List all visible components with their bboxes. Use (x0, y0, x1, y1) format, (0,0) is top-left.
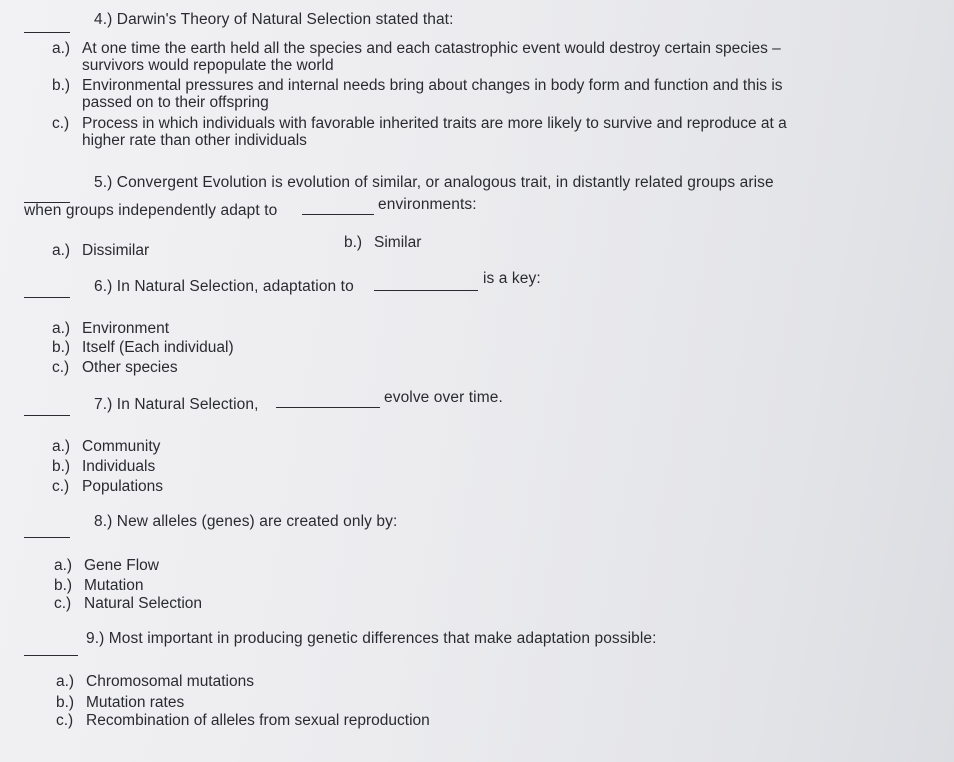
fill-in-blank-q7[interactable] (276, 407, 380, 408)
question-6-prompt: 6.) In Natural Selection, adaptation to (94, 278, 354, 295)
option-letter: c.) (56, 712, 74, 729)
question-9-prompt: 9.) Most important in producing genetic differences that make adaptation possible: (86, 630, 657, 647)
option-letter: a.) (56, 673, 75, 690)
option-text: Mutation (84, 577, 144, 594)
option-text: Individuals (82, 458, 156, 475)
option-text: Environment (82, 320, 170, 337)
option-letter: c.) (54, 595, 72, 612)
q4-option-a (52, 40, 812, 74)
q4-option-c (52, 115, 812, 149)
answer-blank-q6[interactable] (24, 297, 70, 298)
option-letter: b.) (52, 458, 71, 475)
question-6-prompt-end: is a key: (483, 270, 541, 287)
option-letter: a.) (52, 438, 71, 455)
question-5-prompt-line1: 5.) Convergent Evolution is evolution of similar, or analogous trait, in distantly related groups arise (94, 174, 774, 191)
answer-blank-q7[interactable] (24, 415, 70, 416)
question-7-prompt: 7.) In Natural Selection, (94, 396, 259, 413)
option-text: Community (82, 438, 161, 455)
option-text: Itself (Each individual) (82, 339, 234, 356)
q9-option-a (56, 673, 254, 691)
option-text: Recombination of alleles from sexual reproduction (86, 712, 430, 729)
option-text: Other species (82, 359, 178, 376)
option-text: Environmental pressures and internal needs bring about changes in body form and function and this is passed on to their offspring (82, 77, 783, 111)
q6-option-c (52, 359, 178, 377)
q7-option-b (52, 458, 155, 476)
option-text: Natural Selection (84, 595, 203, 612)
option-letter: a.) (52, 40, 71, 57)
q5-option-a (52, 242, 149, 260)
q8-option-a (54, 557, 159, 575)
q9-option-b (56, 694, 184, 712)
option-text: At one time the earth held all the species and each catastrophic event would destroy certain species – survivors would repopulate the world (82, 40, 781, 74)
option-letter: a.) (52, 242, 71, 259)
q8-option-c (54, 595, 202, 613)
q7-option-a (52, 438, 160, 456)
q5-option-b (344, 234, 421, 252)
option-letter: a.) (54, 557, 73, 574)
option-letter: c.) (52, 115, 70, 132)
option-text: Populations (82, 478, 164, 495)
option-letter: b.) (54, 577, 73, 594)
fill-in-blank-q6[interactable] (374, 290, 478, 291)
answer-blank-q8[interactable] (24, 537, 70, 538)
q8-option-b (54, 577, 143, 595)
q4-option-b (52, 77, 812, 111)
q9-option-c (56, 712, 430, 730)
fill-in-blank-q5[interactable] (302, 214, 374, 215)
q6-option-a (52, 320, 169, 338)
option-text: Gene Flow (84, 557, 159, 574)
option-text: Dissimilar (82, 242, 150, 259)
answer-blank-q4[interactable] (24, 32, 70, 33)
q6-option-b (52, 339, 234, 357)
option-text: Process in which individuals with favorable inherited traits are more likely to survive and reproduce at a higher rate than other individuals (82, 115, 787, 149)
question-4-prompt: 4.) Darwin's Theory of Natural Selection stated that: (94, 11, 454, 28)
question-5-prompt-line2: when groups independently adapt to (24, 202, 278, 219)
question-8-prompt: 8.) New alleles (genes) are created only by: (94, 513, 398, 530)
option-letter: b.) (344, 234, 363, 251)
option-letter: b.) (56, 694, 75, 711)
question-7-prompt-end: evolve over time. (384, 389, 503, 406)
option-letter: c.) (52, 359, 70, 376)
question-5-prompt-line2-end: environments: (378, 196, 477, 213)
option-letter: c.) (52, 478, 70, 495)
q7-option-c (52, 478, 163, 496)
answer-blank-q9[interactable] (24, 655, 78, 656)
option-letter: a.) (52, 320, 71, 337)
option-letter: b.) (52, 77, 71, 94)
option-text: Similar (374, 234, 422, 251)
option-text: Chromosomal mutations (86, 673, 254, 690)
option-letter: b.) (52, 339, 71, 356)
option-text: Mutation rates (86, 694, 185, 711)
